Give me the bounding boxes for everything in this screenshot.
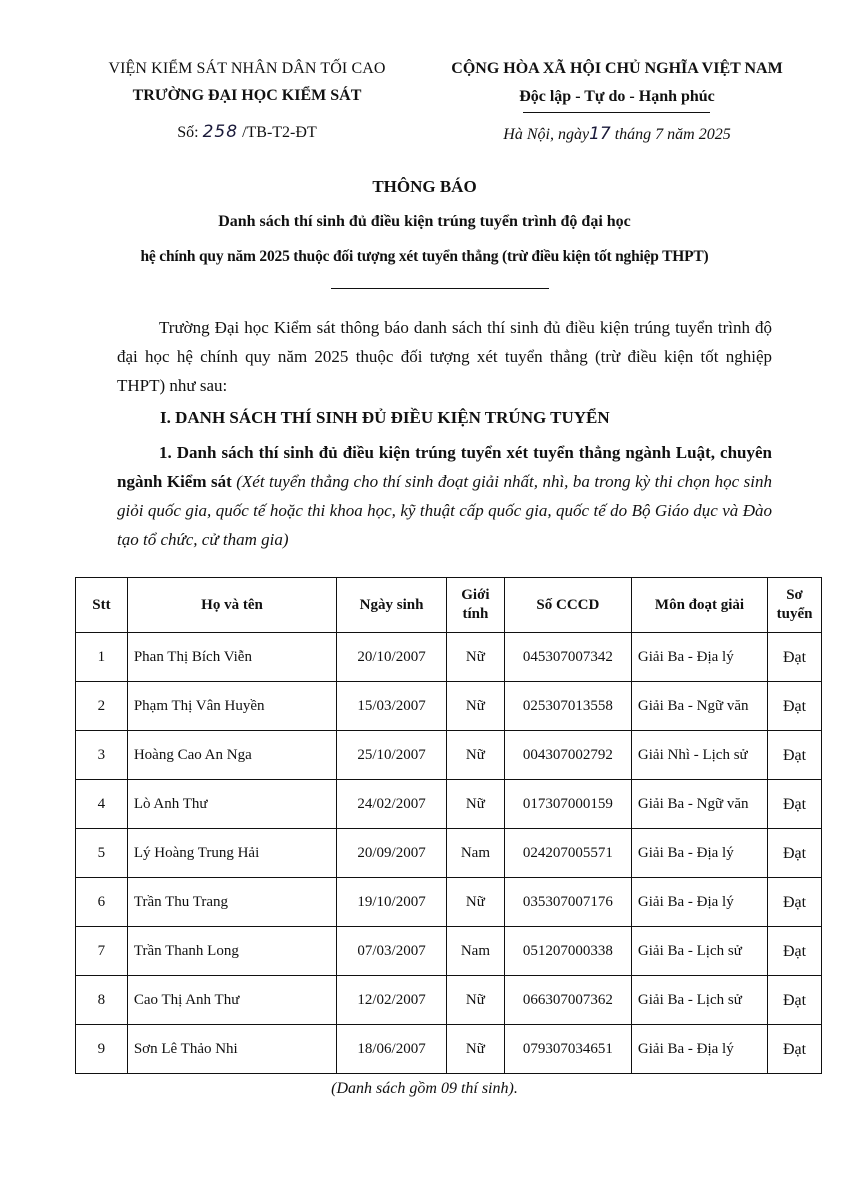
- subsection-heading: 1. Danh sách thí sinh đủ điều kiện trúng tuyển xét tuyển thẳng ngành Luật, chuyên ngành Kiểm sát: [117, 443, 772, 491]
- cell-stt: 4: [76, 780, 128, 829]
- cell-dob: 07/03/2007: [337, 927, 447, 976]
- cell-dob: 19/10/2007: [337, 878, 447, 927]
- cell-result: Đạt: [768, 780, 822, 829]
- table-row: [76, 682, 822, 731]
- table-row: [76, 1025, 822, 1074]
- cell-stt: 1: [76, 633, 128, 682]
- place-date: [432, 124, 802, 144]
- notice-title: THÔNG BÁO: [372, 177, 477, 196]
- notice-subtitle-line1: Danh sách thí sinh đủ điều kiện trúng tuyển trình độ đại học: [218, 213, 631, 230]
- cell-sex: Nữ: [446, 976, 504, 1025]
- header-name: Họ và tên: [127, 578, 336, 633]
- cell-result: Đạt: [768, 731, 822, 780]
- cell-name: Lò Anh Thư: [127, 780, 336, 829]
- table-header-row: [76, 578, 822, 633]
- cell-stt: 8: [76, 976, 128, 1025]
- cell-name: Sơn Lê Thảo Nhi: [127, 1025, 336, 1074]
- intro-paragraph: Trường Đại học Kiểm sát thông báo danh sách thí sinh đủ điều kiện trúng tuyển trình độ đại học hệ chính quy năm 2025 thuộc đối tượng xét tuyển thẳng (trừ điều kiện tốt nghiệp THPT) như sau:: [117, 318, 772, 395]
- header-result: Sơ tuyển: [768, 578, 822, 633]
- cell-sex: Nữ: [446, 633, 504, 682]
- cell-result: Đạt: [768, 1025, 822, 1074]
- table-row: [76, 633, 822, 682]
- cell-dob: 20/10/2007: [337, 633, 447, 682]
- cell-dob: 12/02/2007: [337, 976, 447, 1025]
- document-number: [82, 122, 412, 142]
- cell-dob: 20/09/2007: [337, 829, 447, 878]
- cell-prize: Giải Ba - Ngữ văn: [631, 780, 767, 829]
- cell-sex: Nữ: [446, 682, 504, 731]
- cell-prize: Giải Nhì - Lịch sử: [631, 731, 767, 780]
- document-header: [0, 60, 849, 160]
- title-underline: [331, 288, 549, 289]
- table-row: [76, 731, 822, 780]
- cell-prize: Giải Ba - Địa lý: [631, 1025, 767, 1074]
- cell-sex: Nữ: [446, 878, 504, 927]
- cell-dob: 18/06/2007: [337, 1025, 447, 1074]
- cell-id: 024207005571: [504, 829, 631, 878]
- place-date-suffix: tháng 7 năm 2025: [610, 126, 731, 143]
- cell-id: 051207000338: [504, 927, 631, 976]
- header-stt: Stt: [76, 578, 128, 633]
- cell-sex: Nữ: [446, 731, 504, 780]
- cell-id: 079307034651: [504, 1025, 631, 1074]
- subsection-criteria: (Xét tuyển thẳng cho thí sinh đoạt giải nhất, nhì, ba trong kỳ thi chọn học sinh giỏi quốc gia, quốc tế hoặc thi khoa học, kỹ thuật cấp quốc gia, quốc tế do Bộ Giáo dục và Đào tạo tổ chức, cử tham gia): [117, 472, 772, 549]
- cell-id: 066307007362: [504, 976, 631, 1025]
- cell-id: 025307013558: [504, 682, 631, 731]
- cell-prize: Giải Ba - Lịch sử: [631, 976, 767, 1025]
- header-prize: Môn đoạt giải: [631, 578, 767, 633]
- header-sex: Giới tính: [446, 578, 504, 633]
- organization-name: TRƯỜNG ĐẠI HỌC KIỂM SÁT: [132, 87, 362, 104]
- cell-prize: Giải Ba - Lịch sử: [631, 927, 767, 976]
- table-row: [76, 780, 822, 829]
- cell-prize: Giải Ba - Địa lý: [631, 878, 767, 927]
- cell-stt: 2: [76, 682, 128, 731]
- cell-name: Trần Thu Trang: [127, 878, 336, 927]
- cell-result: Đạt: [768, 976, 822, 1025]
- cell-result: Đạt: [768, 829, 822, 878]
- cell-id: 045307007342: [504, 633, 631, 682]
- cell-id: 017307000159: [504, 780, 631, 829]
- cell-name: Cao Thị Anh Thư: [127, 976, 336, 1025]
- nation-name: CỘNG HÒA XÃ HỘI CHỦ NGHĨA VIỆT NAM: [451, 60, 783, 77]
- place-day-handwritten: 17: [589, 124, 611, 144]
- subsection-paragraph: [117, 438, 772, 554]
- table-row: [76, 829, 822, 878]
- table-row: [76, 927, 822, 976]
- cell-name: Hoàng Cao An Nga: [127, 731, 336, 780]
- cell-dob: 25/10/2007: [337, 731, 447, 780]
- cell-prize: Giải Ba - Ngữ văn: [631, 682, 767, 731]
- cell-id: 004307002792: [504, 731, 631, 780]
- cell-sex: Nữ: [446, 1025, 504, 1074]
- cell-stt: 7: [76, 927, 128, 976]
- cell-result: Đạt: [768, 878, 822, 927]
- doc-number-prefix: Số:: [177, 124, 203, 141]
- header-dob: Ngày sinh: [337, 578, 447, 633]
- cell-sex: Nam: [446, 927, 504, 976]
- cell-name: Trần Thanh Long: [127, 927, 336, 976]
- cell-result: Đạt: [768, 927, 822, 976]
- cell-sex: Nam: [446, 829, 504, 878]
- doc-number-handwritten: 258: [202, 122, 239, 142]
- cell-sex: Nữ: [446, 780, 504, 829]
- cell-name: Phạm Thị Vân Huyền: [127, 682, 336, 731]
- cell-name: Phan Thị Bích Viễn: [127, 633, 336, 682]
- candidate-table: [75, 577, 822, 1074]
- cell-stt: 3: [76, 731, 128, 780]
- motto-underline: [523, 112, 710, 113]
- national-motto: Độc lập - Tự do - Hạnh phúc: [519, 88, 715, 105]
- cell-stt: 9: [76, 1025, 128, 1074]
- section-title: I. DANH SÁCH THÍ SINH ĐỦ ĐIỀU KIỆN TRÚNG TUYỂN: [160, 408, 610, 427]
- cell-name: Lý Hoàng Trung Hải: [127, 829, 336, 878]
- doc-number-suffix: /TB-T2-ĐT: [238, 124, 317, 141]
- cell-stt: 5: [76, 829, 128, 878]
- cell-dob: 24/02/2007: [337, 780, 447, 829]
- cell-dob: 15/03/2007: [337, 682, 447, 731]
- place-date-prefix: Hà Nội, ngày: [503, 126, 590, 143]
- table-row: [76, 878, 822, 927]
- cell-result: Đạt: [768, 682, 822, 731]
- table-footnote: (Danh sách gồm 09 thí sinh).: [331, 1080, 518, 1097]
- cell-id: 035307007176: [504, 878, 631, 927]
- parent-organization: VIỆN KIỂM SÁT NHÂN DÂN TỐI CAO: [108, 60, 386, 77]
- header-id: Số CCCD: [504, 578, 631, 633]
- cell-stt: 6: [76, 878, 128, 927]
- cell-prize: Giải Ba - Địa lý: [631, 633, 767, 682]
- cell-prize: Giải Ba - Địa lý: [631, 829, 767, 878]
- table-row: [76, 976, 822, 1025]
- cell-result: Đạt: [768, 633, 822, 682]
- notice-subtitle-line2: hệ chính quy năm 2025 thuộc đối tượng xét tuyển thẳng (trừ điều kiện tốt nghiệp THPT): [140, 248, 709, 265]
